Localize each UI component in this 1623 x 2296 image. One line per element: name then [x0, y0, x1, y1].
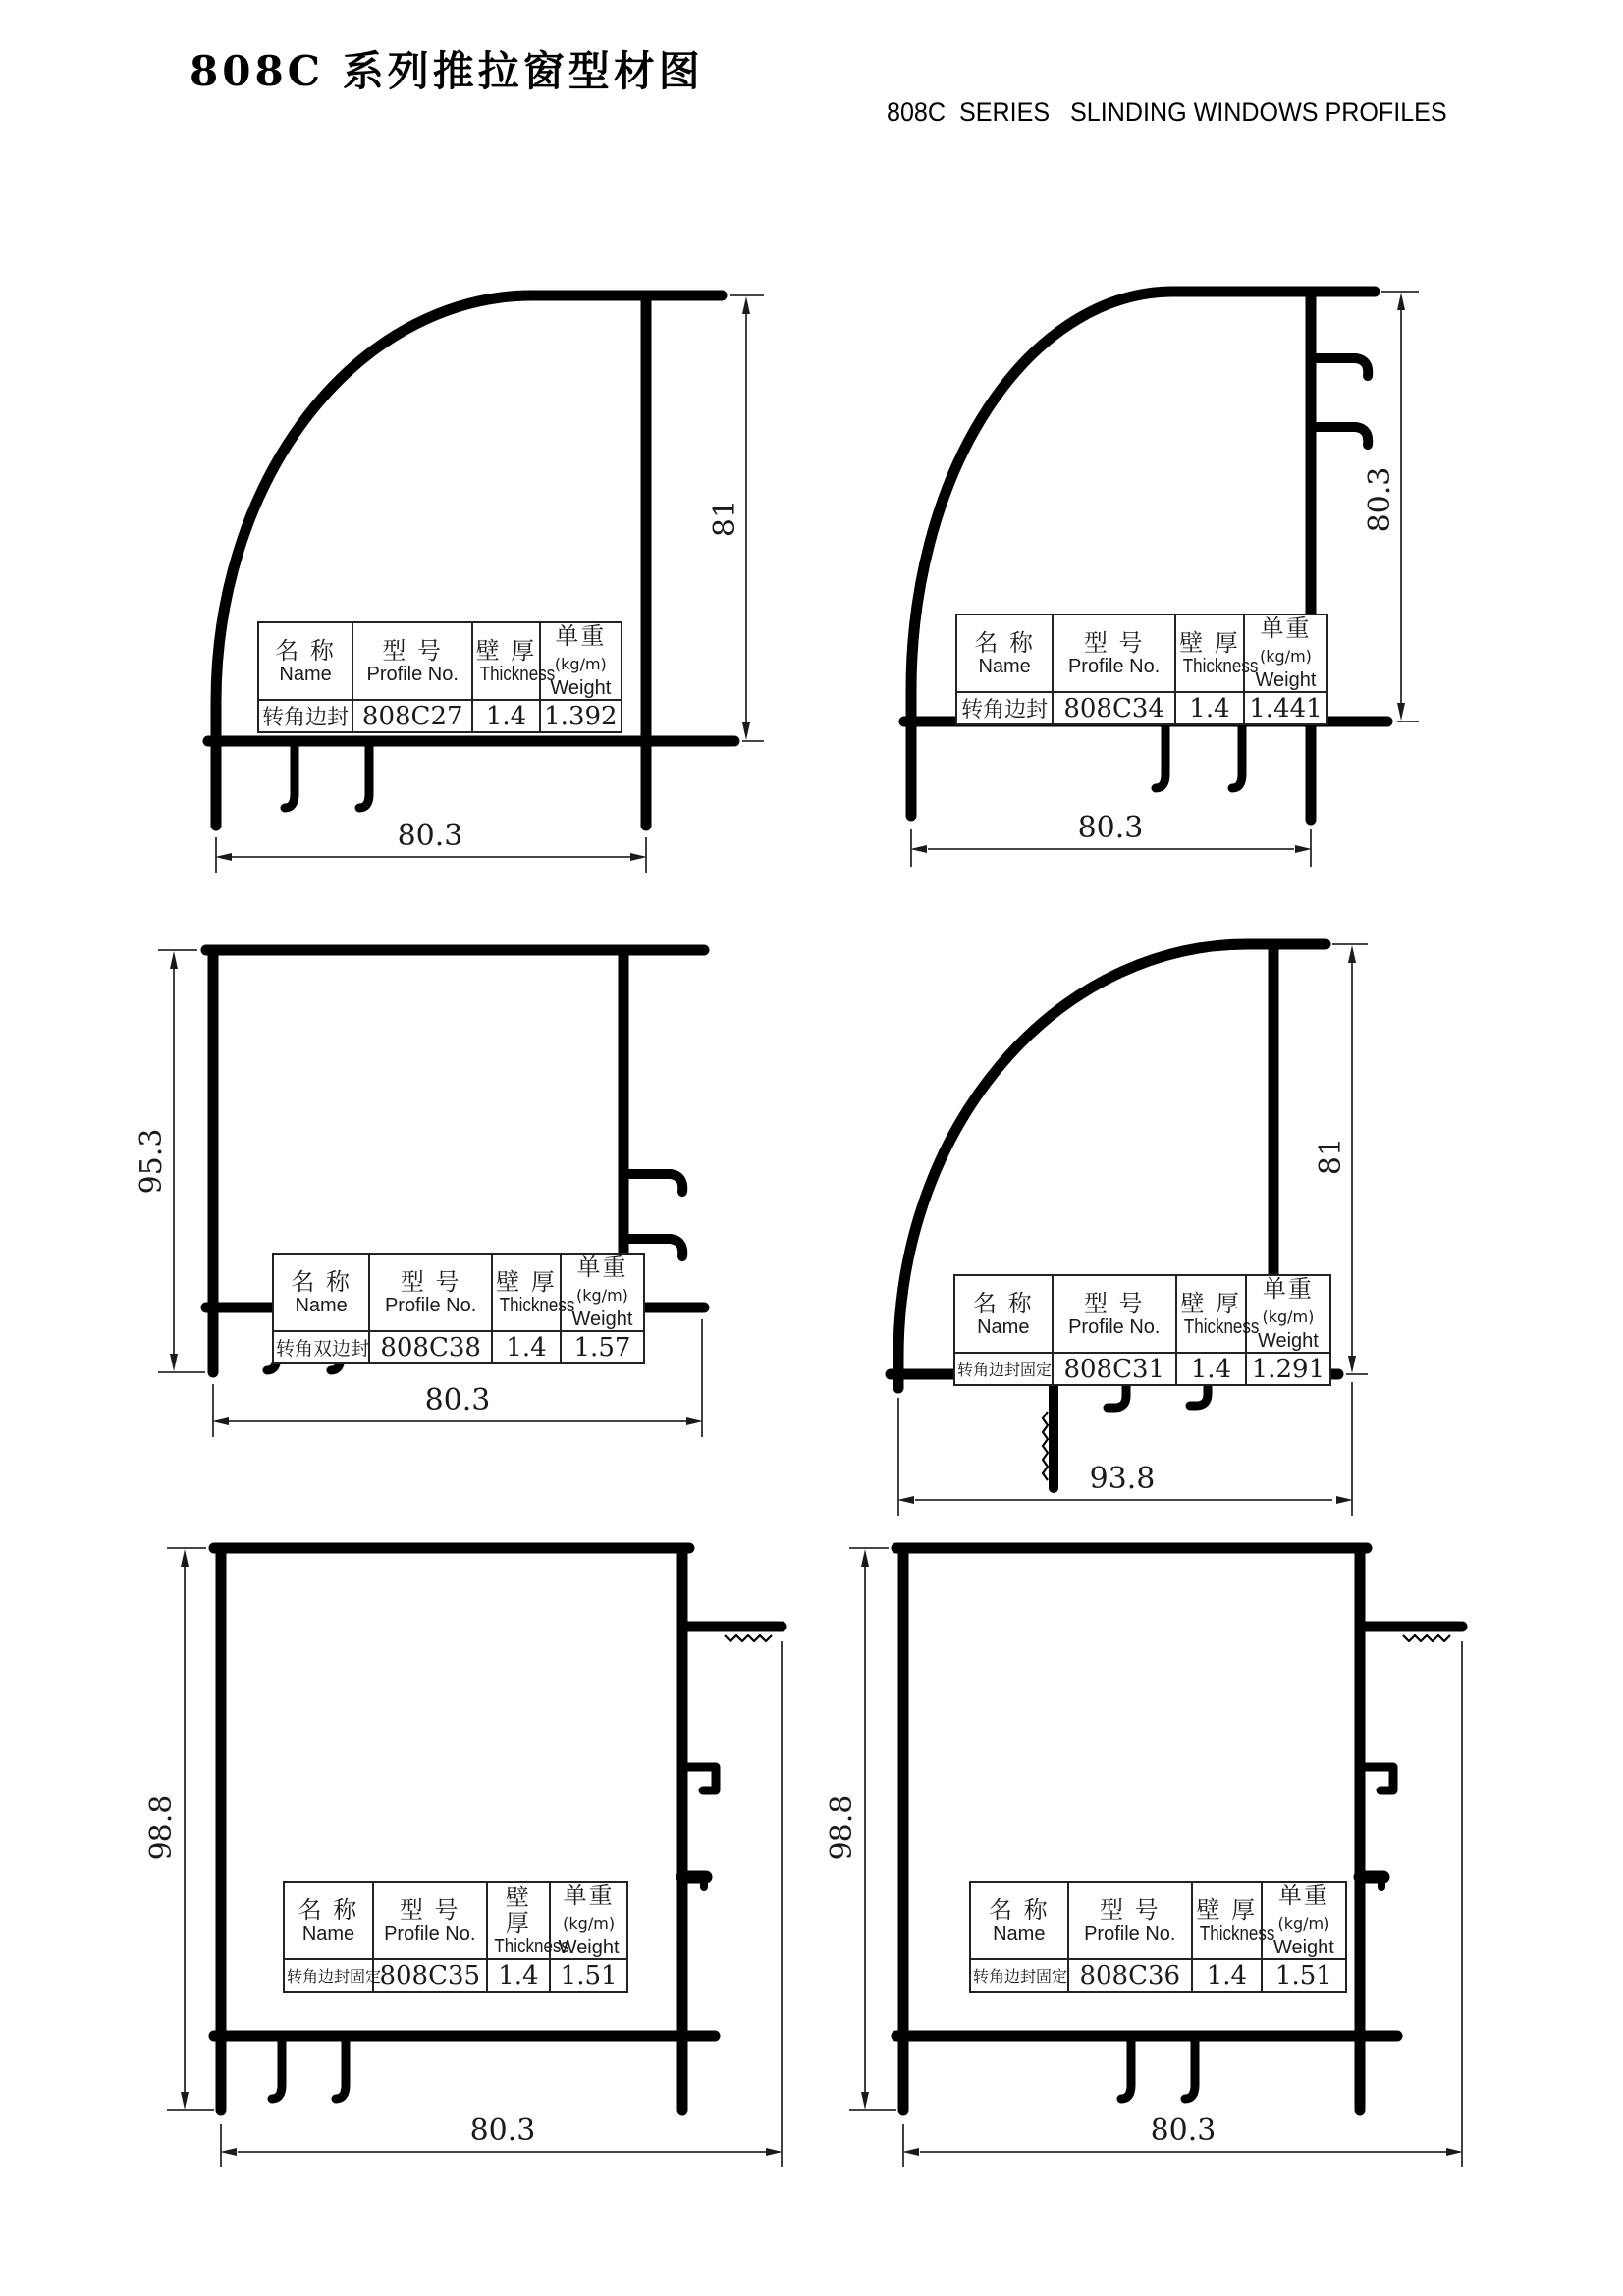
header-thickness-en: Thickness: [1199, 1922, 1275, 1945]
arrowhead-left: [902, 2148, 919, 2156]
header-thickness-cn: 壁 厚: [475, 636, 537, 665]
header-model-en: Profile No.: [384, 1922, 476, 1945]
profile-thickness: 1.4: [1192, 1959, 1262, 1992]
tab-serration: [1403, 1635, 1450, 1641]
profile-name: 转角边封固定: [284, 1959, 373, 1992]
dimensions: [897, 944, 1368, 1516]
col-header-model: [373, 1882, 487, 1959]
header-model-en: Profile No.: [1068, 1315, 1161, 1338]
header-weight-cn: [1265, 1883, 1343, 1937]
drawing-canvas-808c27: [147, 280, 790, 893]
profile-no: 808C36: [1068, 1959, 1192, 1992]
header-weight-cn-text: 单重: [563, 1882, 615, 1909]
dim-label-height: 98.8: [144, 1794, 179, 1861]
header-thickness-en: Thickness: [493, 1935, 569, 1957]
profile-no: 808C35: [373, 1959, 487, 1992]
header-weight-unit: (kg/m): [554, 655, 607, 673]
col-header-thickness: [472, 622, 556, 700]
header-thickness-cn: 壁 厚: [1180, 1289, 1242, 1317]
col-header-name: [258, 622, 352, 700]
arrowhead-up: [181, 1549, 189, 1567]
arrowhead-left: [212, 1417, 229, 1425]
header-name-en: Name: [301, 1922, 355, 1945]
header-weight-unit: (kg/m): [563, 1914, 616, 1933]
header-weight-unit: (kg/m): [1262, 1308, 1315, 1326]
header-model-cn: 型 号: [382, 636, 444, 665]
header-weight-en: Weight: [1272, 1937, 1334, 1958]
header-thickness-en: Thickness: [1183, 1315, 1260, 1338]
col-header-weight: [1262, 1882, 1346, 1959]
profile-thickness: 1.4: [487, 1959, 551, 1992]
arrowhead-up: [742, 296, 750, 314]
header-thickness-en: Thickness: [1182, 655, 1259, 677]
header-thickness-en: Thickness: [499, 1294, 575, 1316]
header-weight-unit: (kg/m): [1260, 647, 1312, 666]
spec-table-808c38: [272, 1253, 645, 1364]
profile-no: 808C38: [369, 1331, 492, 1363]
col-header-model: [1053, 1275, 1176, 1353]
header-weight-cn-text: 单重: [1260, 614, 1312, 642]
profile-outline-808c35: [214, 1548, 782, 2110]
arrowhead-left: [910, 845, 927, 853]
profile-weight: 1.441: [1244, 692, 1327, 724]
tab-serration: [725, 1635, 772, 1641]
dim-label-height: 81: [708, 499, 742, 538]
profile-thickness: 1.4: [1175, 692, 1244, 724]
profile-weight: 1.57: [561, 1331, 644, 1363]
arrowhead-up: [1397, 293, 1405, 310]
header-name-cn: 名 称: [291, 1267, 352, 1296]
header-weight-en: Weight: [558, 1937, 620, 1958]
col-header-weight: [540, 622, 622, 700]
arrowhead-left: [220, 2148, 237, 2156]
header-name-en: Name: [977, 1315, 1030, 1338]
header-thickness-cn: 壁 厚: [1196, 1896, 1258, 1924]
dim-label-height: 98.8: [825, 1794, 859, 1861]
dim-label-height: 81: [1314, 1137, 1348, 1176]
profile-right-tab: [1311, 358, 1368, 376]
arrowhead-right: [1336, 1496, 1353, 1504]
profile-hook: [336, 2036, 346, 2099]
header-model-cn: 型 号: [400, 1267, 461, 1296]
profile-outline-808c36: [896, 1548, 1462, 2110]
header-weight-cn: [564, 1255, 641, 1308]
header-model-cn: 型 号: [1083, 1289, 1145, 1317]
profile-hook: [1121, 2036, 1131, 2099]
profile-thickness: 1.4: [472, 700, 539, 732]
profile-thickness: 1.4: [492, 1331, 561, 1363]
header-name-cn: 名 称: [972, 1289, 1034, 1317]
col-header-weight: [1244, 614, 1327, 692]
profile-name: 转角边封固定: [970, 1959, 1068, 1992]
profile-outline-808c31: [891, 944, 1338, 1488]
profile-hook: [272, 2036, 282, 2099]
col-header-model: [352, 622, 472, 700]
header-weight-en: Weight: [1255, 669, 1317, 691]
profile-name: 转角边封: [956, 692, 1053, 724]
arrowhead-right: [686, 1417, 703, 1425]
header-weight-cn-text: 单重: [576, 1254, 628, 1281]
arrowhead-right: [1295, 845, 1312, 853]
profile-drawing-808c36: [810, 1533, 1478, 2193]
col-header-name: [273, 1254, 369, 1331]
arrowhead-down: [170, 1354, 178, 1371]
col-header-model: [1068, 1882, 1192, 1959]
arrowhead-right: [630, 853, 647, 861]
header-model-cn: 型 号: [1083, 628, 1145, 657]
header-name-cn: 名 称: [275, 636, 336, 665]
header-weight-cn: [553, 1883, 624, 1937]
col-header-weight: [1246, 1275, 1330, 1353]
spec-table-808c36: [969, 1881, 1347, 1993]
drawing-canvas-808c35: [137, 1533, 805, 2193]
header-model-cn: 型 号: [1099, 1896, 1161, 1924]
header-thickness-cn: 壁 厚: [496, 1267, 557, 1296]
header-weight-cn-text: 单重: [1262, 1275, 1314, 1303]
arrowhead-down: [742, 722, 750, 740]
profile-hook: [1156, 721, 1165, 788]
col-header-name: [956, 614, 1053, 692]
profile-right-tab: [623, 1174, 682, 1192]
col-header-thickness: [487, 1882, 569, 1959]
header-weight-unit: (kg/m): [576, 1286, 628, 1305]
header-name-cn: 名 称: [974, 628, 1035, 657]
page-subtitle: 808C SERIES SLINDING WINDOWS PROFILES: [887, 97, 1447, 127]
arrowhead-down: [861, 2092, 869, 2109]
profile-drawing-808c27: [147, 280, 790, 893]
dim-label-width: 80.3: [424, 1383, 491, 1417]
header-model-cn: 型 号: [399, 1896, 460, 1924]
header-weight-cn-text: 单重: [1277, 1882, 1329, 1909]
profile-weight: 1.392: [540, 700, 622, 732]
spec-table-808c27: [257, 621, 622, 733]
spec-table-808c31: [953, 1274, 1331, 1386]
arrowhead-down: [181, 2092, 189, 2109]
profile-no: 808C31: [1053, 1353, 1176, 1385]
header-weight-cn: [1247, 615, 1325, 669]
profile-drawing-808c31: [869, 931, 1483, 1541]
header-model-en: Profile No.: [384, 1294, 477, 1316]
col-header-thickness: [492, 1254, 575, 1331]
arrowhead-right: [766, 2148, 783, 2156]
profile-hook: [1232, 721, 1242, 788]
drawing-canvas-808c31: [869, 931, 1483, 1541]
dim-label-width: 80.3: [469, 2113, 536, 2148]
header-name-en: Name: [295, 1294, 348, 1316]
header-name-en: Name: [279, 663, 332, 685]
header-weight-unit: (kg/m): [1277, 1914, 1330, 1933]
arrowhead-up: [861, 1549, 869, 1567]
profile-no: 808C34: [1053, 692, 1175, 724]
profile-name: 转角边封: [258, 700, 352, 732]
profile-hook: [359, 741, 369, 808]
profile-drawing-808c34: [879, 278, 1497, 891]
profile-weight: 1.51: [550, 1959, 627, 1992]
header-model-en: Profile No.: [1067, 655, 1161, 677]
profile-outline-808c27: [208, 295, 734, 826]
header-thickness-en: Thickness: [479, 663, 556, 685]
col-header-weight: [561, 1254, 644, 1331]
drawing-canvas-808c38: [133, 933, 771, 1543]
profile-hook: [1185, 2036, 1195, 2099]
profile-hook: [285, 741, 295, 808]
header-name-en: Name: [978, 655, 1031, 677]
col-header-thickness: [1192, 1882, 1275, 1959]
arrowhead-up: [1348, 945, 1356, 963]
drawing-canvas-808c36: [810, 1533, 1478, 2193]
header-weight-en: Weight: [1257, 1330, 1319, 1352]
col-header-thickness: [1175, 614, 1259, 692]
profile-drawing-808c35: [137, 1533, 805, 2193]
col-header-model: [369, 1254, 492, 1331]
spec-table-808c34: [955, 614, 1328, 725]
header-thickness-cn: 壁 厚: [1179, 628, 1240, 657]
page-title: 808C 系列推拉窗型材图: [189, 47, 704, 95]
profile-right-tab: [1311, 427, 1368, 445]
profile-outline-808c34: [904, 292, 1387, 820]
arrowhead-down: [1397, 703, 1405, 721]
col-header-name: [970, 1882, 1068, 1959]
stem-serration: [1043, 1412, 1048, 1480]
profile-no: 808C27: [352, 700, 472, 732]
header-name-en: Name: [993, 1922, 1046, 1945]
arrowhead-down: [1348, 1356, 1356, 1373]
header-model-en: Profile No.: [1084, 1922, 1176, 1945]
dim-label-height: 95.3: [135, 1128, 169, 1195]
dimensions: [825, 1548, 1463, 2167]
dim-label-height: 80.3: [1363, 466, 1397, 533]
dim-label-width: 80.3: [1150, 2113, 1217, 2148]
profile-weight: 1.51: [1262, 1959, 1346, 1992]
profile-arc: [911, 292, 1173, 816]
col-header-model: [1053, 614, 1175, 692]
profile-weight: 1.291: [1246, 1353, 1330, 1385]
arrowhead-up: [170, 951, 178, 969]
arrowhead-left: [215, 853, 232, 861]
dim-label-width: 80.3: [1077, 811, 1144, 845]
drawing-canvas-808c34: [879, 278, 1497, 891]
header-weight-cn-text: 单重: [555, 622, 607, 650]
arrowhead-left: [897, 1496, 914, 1504]
profile-name: 转角边封固定: [954, 1353, 1053, 1385]
profile-thickness: 1.4: [1176, 1353, 1246, 1385]
dim-label-width: 80.3: [397, 819, 463, 853]
header-name-cn: 名 称: [988, 1896, 1050, 1924]
header-model-en: Profile No.: [366, 663, 459, 685]
header-weight-en: Weight: [550, 677, 612, 699]
spec-table-808c35: [283, 1881, 628, 1993]
header-name-cn: 名 称: [298, 1896, 359, 1924]
header-weight-en: Weight: [571, 1308, 633, 1330]
col-header-name: [954, 1275, 1053, 1353]
col-header-name: [284, 1882, 373, 1959]
arrowhead-right: [1446, 2148, 1463, 2156]
profile-drawing-808c38: [133, 933, 771, 1543]
profile-name: 转角双边封: [273, 1331, 369, 1363]
dim-label-width: 93.8: [1089, 1462, 1156, 1496]
header-weight-cn: [1249, 1276, 1327, 1330]
header-thickness-cn: 壁 厚: [505, 1883, 531, 1937]
col-header-thickness: [1176, 1275, 1260, 1353]
